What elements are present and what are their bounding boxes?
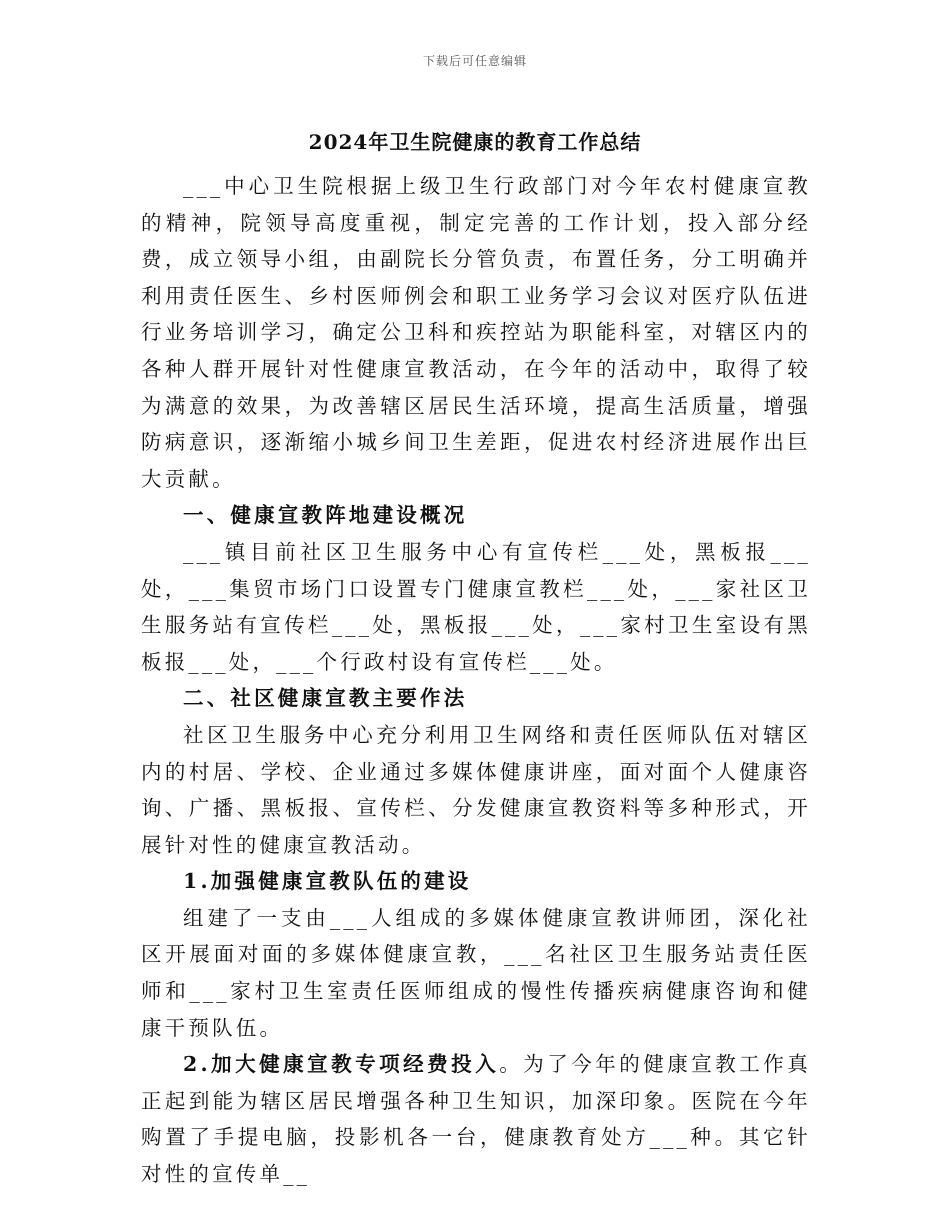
header-note: 下载后可任意编辑 — [422, 54, 527, 68]
section-2-paragraph: 社区卫生服务中心充分利用卫生网络和责任医师队伍对辖区内的村居、学校、企业通过多媒体健康讲座，面对面个人健康咨询、广播、黑板报、宣传栏、分发健康宣教资料等多种形式，开展针对性的健康宣教活动。 — [141, 722, 811, 857]
document-title: 2024年卫生院健康的教育工作总结 — [308, 130, 642, 154]
item-1-paragraph: 组建了一支由___人组成的多媒体健康宣教讲师团，深化社区开展面对面的多媒体健康宣教，___名社区卫生服务站责任医师和___家村卫生室责任医师组成的慢性传播疾病健康咨询和健康干预队伍。 — [141, 905, 811, 1040]
item-2-text: 。为了今年的健康宣教工作真正起到能为辖区居民增强各种卫生知识，加深印象。医院在今年购置了手提电脑，投影机各一台，健康教育处方___种。其它针对性的宣传单__ — [141, 1052, 811, 1187]
section-2-heading: 二、社区健康宣教主要作法 — [183, 686, 468, 711]
intro-paragraph: ___中心卫生院根据上级卫生行政部门对今年农村健康宣教的精神，院领导高度重视，制定完善的工作计划，投入部分经费，成立领导小组，由副院长分管负责，布置任务，分工明确并利用责任医生、乡村医师例会和职工业务学习会议对医疗队伍进行业务培训学习，确定公卫科和疾控站为职能科室，对辖区内的各种人群开展针对性健康宣教活动，在今年的活动中，取得了较为满意的效果，为改善辖区居民生活环境，提高生活质量，增强防病意识，逐渐缩小城乡间卫生差距，促进农村经济进展作出巨大贡献。 — [141, 174, 811, 491]
section-1-paragraph: ___镇目前社区卫生服务中心有宣传栏___处，黑板报___处，___集贸市场门口设置专门健康宣教栏___处，___家社区卫生服务站有宣传栏___处，黑板报___处，___家村卫生室设有黑板报___处，___个行政村设有宣传栏___处。 — [141, 539, 811, 674]
item-1-heading: 1.加强健康宣教队伍的建设 — [183, 869, 472, 894]
item-2-lead: 2.加大健康宣教专项经费投入 — [183, 1052, 500, 1077]
section-1-heading: 一、健康宣教阵地建设概况 — [183, 503, 468, 528]
item-2-paragraph — [141, 1046, 811, 1192]
document-body — [141, 168, 811, 1193]
